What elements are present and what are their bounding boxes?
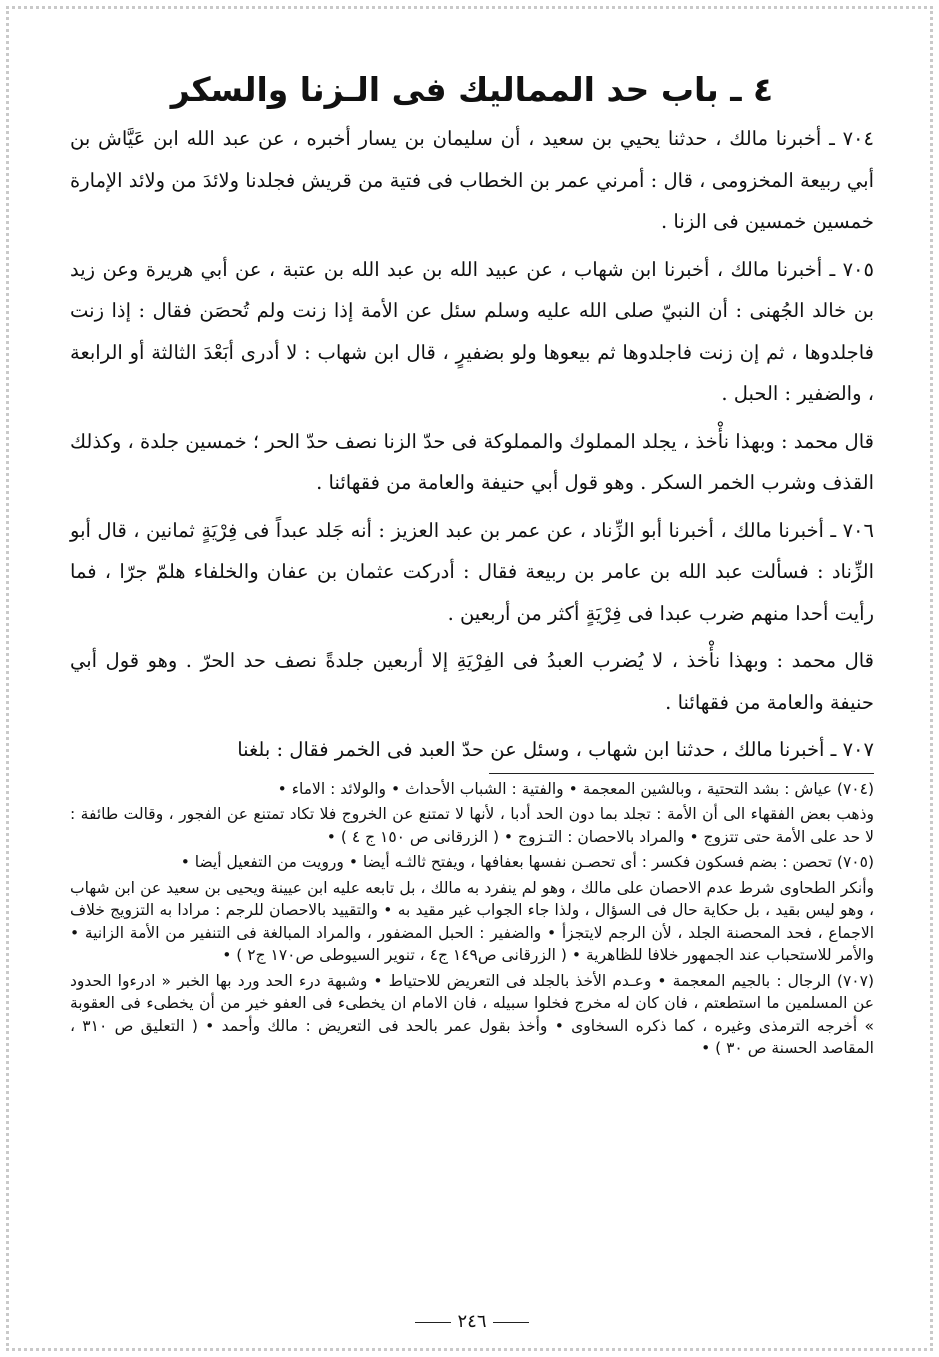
footnotes bbox=[70, 778, 874, 1060]
page-number-dash-right bbox=[493, 1322, 529, 1323]
paragraph-706: ٧٠٦ ـ أخبرنا مالك ، أخبرنا أبو الزِّناد ، عن عمر بن عبد العزيز : أنه جَلد عبداً فى فِرْيَةٍ ثمانين ، قال أبو الزِّناد : فسألت عبد الله بن عامر بن ربيعة فقال : أدركت عثمان بن عفان والخلفاء هلمّ جرّا ، فما رأيت أحدا منهم ضرب عبدا فى فِرْيَةٍ أكثر من أربعين . bbox=[70, 518, 874, 625]
page-number-dash-left bbox=[415, 1322, 451, 1323]
footnote-704-continued: وذهب بعض الفقهاء الى أن الأمة : تجلد بما دون الحد أدبا ، لأنها لا تمتنع عن الخروج فلا تكاد تمتنع عن الفجور ، وقالت طائفة : لا حد على الأمة حتى تتزوج • والمراد بالاحصان : التـزوج • ( الزرقانى ص ١٥٠ ج ٤ ) • bbox=[70, 805, 874, 846]
paragraph-muhammad-2: قال محمد : وبهذا نأْخذ ، لا يُضرب العبدُ فى الفِرْيَةِ إلا أربعين جلدةً نصف حد الحرّ . وهو قول أبي حنيفة والعامة من فقهائنا . bbox=[70, 649, 874, 714]
page-number-footer bbox=[70, 1311, 874, 1335]
page-number: ٢٤٦ bbox=[457, 1311, 487, 1332]
paragraph-muhammad-1: قال محمد : وبهذا نأْخذ ، يجلد المملوك والمملوكة فى حدّ الزنا نصف حدّ الحر ؛ خمسين جلدة ، وكذلك القذف وشرب الخمر السكر . وهو قول أبي حنيفة والعامة من فقهائنا . bbox=[70, 429, 874, 494]
footnote-divider bbox=[489, 773, 874, 774]
chapter-title: ٤ ـ باب حد المماليك فى الـزنا والسكر bbox=[170, 70, 774, 109]
paragraph-705: ٧٠٥ ـ أخبرنا مالك ، أخبرنا ابن شهاب ، عن عبيد الله بن عبد الله بن عتبة ، عن أبي هريرة وعن زيد بن خالد الجُهنى : أن النبيّ صلى الله عليه وسلم سئل عن الأمة إذا زنت ولم تُحصَن فقال : إذا زنت فاجلدوها ، ثم إن زنت فاجلدوها ثم بيعوها ولو بضفيرٍ ، قال ابن شهاب : لا أدرى أبَعْدَ الثالثة أو الرابعة ، والضفير : الحبل . bbox=[70, 257, 874, 405]
paragraph-704: ٧٠٤ ـ أخبرنا مالك ، حدثنا يحيي بن سعيد ، أن سليمان بن يسار أخبره ، عن عبد الله ابن عَيَّاش بن أبي ربيعة المخزومى ، قال : أمرني عمر بن الخطاب فى فتية من قريش فجلدنا ولائدَ من ولائد الإمارة خمسين خمسين فى الزنا . bbox=[70, 127, 874, 233]
page-body bbox=[70, 70, 874, 1335]
paragraph-707: ٧٠٧ ـ أخبرنا مالك ، حدثنا ابن شهاب ، وسئل عن حدّ العبد فى الخمر فقال : بلغنا bbox=[237, 738, 874, 761]
footnote-705: (٧٠٥) تحصن : بضم فسكون فكسر : أى تحصـن نفسها بعفافها ، ويفتح ثالثـه أيضا • ورويت من التفعيل أيضا • bbox=[180, 853, 874, 871]
footnote-705-continued: وأنكر الطحاوى شرط عدم الاحصان على مالك ، وهو لم ينفرد به مالك ، بل تابعه عليه ابن عيينة ويحيى بن سعيد عن ابن شهاب ، وهو ليس بقيد ، بل حكاية حال فى السؤال ، ولذا جاء الجواب غير مقيد به • والتقييد بالاحصان للرجم : مرادا به التزويج خلاف الاجماع ، فحد المحصنة الجلد ، لأن الرجم لايتجزأ • والضفير : الحبل المضفور ، والمراد المبالغة فى التنفير من الأمة الزانية • والأمر للاستحباب عند الجمهور خلافا للظاهرية • ( الزرقانى ص١٤٩ ج٤ ، تنوير السيوطى ص١٧٠ ج٢ ) • bbox=[70, 878, 874, 964]
footnote-704: (٧٠٤) عياش : بشد التحتية ، وبالشين المعجمة • والفتية : الشباب الأحداث • والولائد : الاماء • bbox=[277, 779, 874, 798]
footnote-707: (٧٠٧) الرجال : بالجيم المعجمة • وعـدم الأخذ بالجلد فى التعريض للاحتياط • وشبهة درء الحد ورد بها الخبر « ادرءوا الحدود عن المسلمين ما استطعتم ، فان كان له مخرج فخلوا سبيله ، فان الامام ان يخطىء فى العفو خير من أن يخطىء فى العقوبة » أخرجه الترمذى وغيره ، كما ذكره السخاوى • وأخذ بقول عمر بالحد فى التعريض : مالك وأحمد • ( التعليق ص ٣١٠ ، المقاصد الحسنة ص ٣٠ ) • bbox=[70, 971, 874, 1057]
